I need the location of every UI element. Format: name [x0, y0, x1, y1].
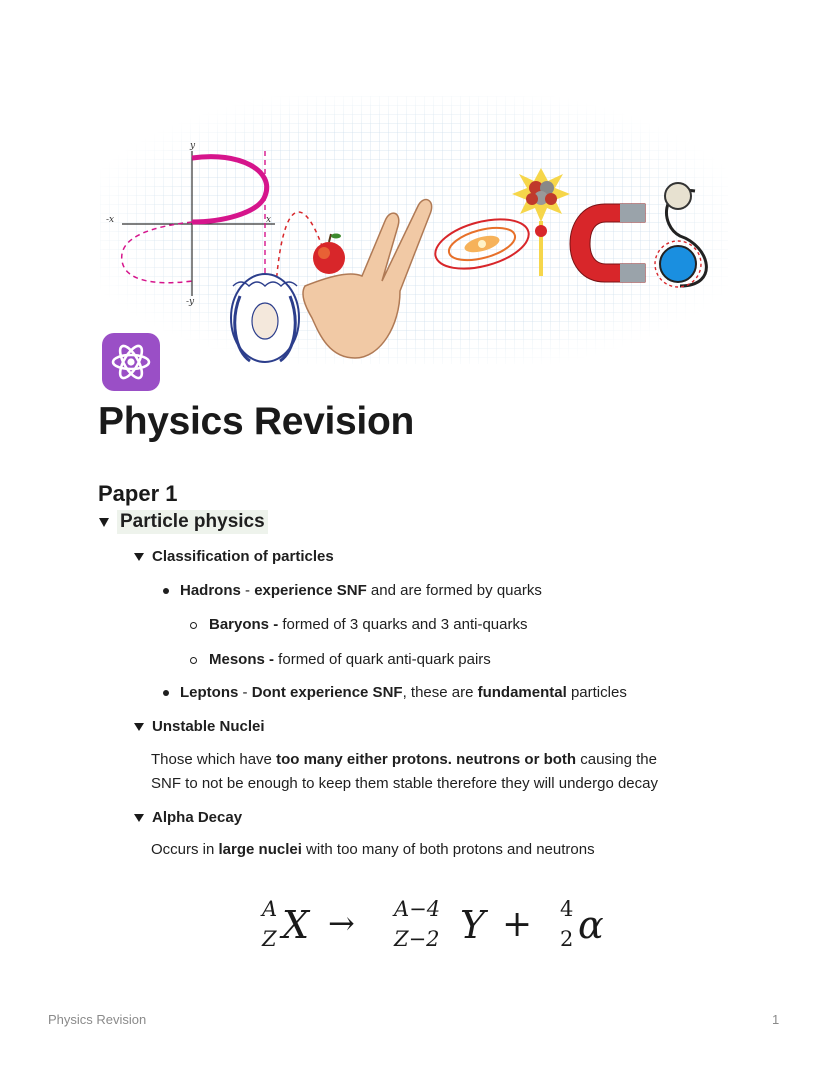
- eq-parent-mass-number: A: [262, 897, 278, 921]
- toggle-label: Particle physics: [117, 510, 268, 534]
- bullet-icon: [163, 690, 169, 696]
- toggle-triangle-icon[interactable]: [134, 723, 144, 731]
- eq-alpha-atomic-number: 2: [560, 927, 574, 951]
- axis-y-label: y: [190, 141, 196, 151]
- toggle-particle-physics[interactable]: [99, 510, 268, 534]
- eq-daughter-symbol: Y: [460, 903, 486, 947]
- toggle-classification-of-particles[interactable]: [134, 548, 334, 565]
- eq-arrow: →: [328, 904, 355, 942]
- list-item-hadrons: Hadrons - experience SNF and are formed by quarks: [180, 582, 542, 599]
- atom-symbol-icon: [102, 333, 160, 391]
- toggle-triangle-icon[interactable]: [134, 814, 144, 822]
- bullet-icon: [163, 588, 169, 594]
- physics-banner-image: [100, 96, 728, 364]
- toggle-label: Alpha Decay: [152, 809, 243, 826]
- toggle-label: Unstable Nuclei: [152, 718, 265, 735]
- heading-paper-1: Paper 1: [98, 481, 178, 506]
- eq-daughter-mass-number: A−4: [394, 897, 441, 921]
- toggle-triangle-icon[interactable]: [99, 518, 109, 527]
- unstable-nuclei-text-line-2: SNF to not be enough to keep them stable therefore they will undergo decay: [151, 775, 658, 792]
- toggle-unstable-nuclei[interactable]: [134, 718, 265, 735]
- eq-parent-atomic-number: Z: [262, 927, 277, 951]
- newton-portrait: [231, 274, 299, 362]
- eq-alpha-mass-number: 4: [560, 897, 574, 921]
- eq-plus: +: [502, 904, 533, 945]
- toggle-triangle-icon[interactable]: [134, 553, 144, 561]
- sub-bullet-icon: [190, 657, 197, 664]
- toggle-label: Classification of particles: [152, 548, 334, 565]
- axis-neg-y-label: -y: [186, 297, 195, 307]
- page-title: Physics Revision: [98, 400, 415, 443]
- alpha-decay-text: Occurs in large nuclei with too many of both protons and neutrons: [151, 841, 595, 858]
- footer-document-title: Physics Revision: [48, 1012, 147, 1027]
- axis-neg-x-label: -x: [106, 215, 115, 225]
- axis-x-label: x: [266, 215, 272, 225]
- eq-alpha-symbol: α: [578, 903, 604, 947]
- sub-bullet-icon: [190, 622, 197, 629]
- list-item-baryons: Baryons - formed of 3 quarks and 3 anti-quarks: [209, 616, 528, 633]
- list-item-leptons: Leptons - Dont experience SNF, these are fundamental particles: [180, 684, 627, 701]
- list-item-mesons: Mesons - formed of quark anti-quark pairs: [209, 651, 491, 668]
- alpha-decay-equation: [258, 888, 618, 954]
- toggle-alpha-decay[interactable]: [134, 809, 242, 826]
- eq-daughter-atomic-number: Z−2: [394, 927, 440, 951]
- footer-page-number: 1: [772, 1012, 780, 1027]
- eq-parent-symbol: X: [282, 903, 310, 947]
- unstable-nuclei-text-line-1: Those which have too many either protons. neutrons or both causing the: [151, 751, 657, 768]
